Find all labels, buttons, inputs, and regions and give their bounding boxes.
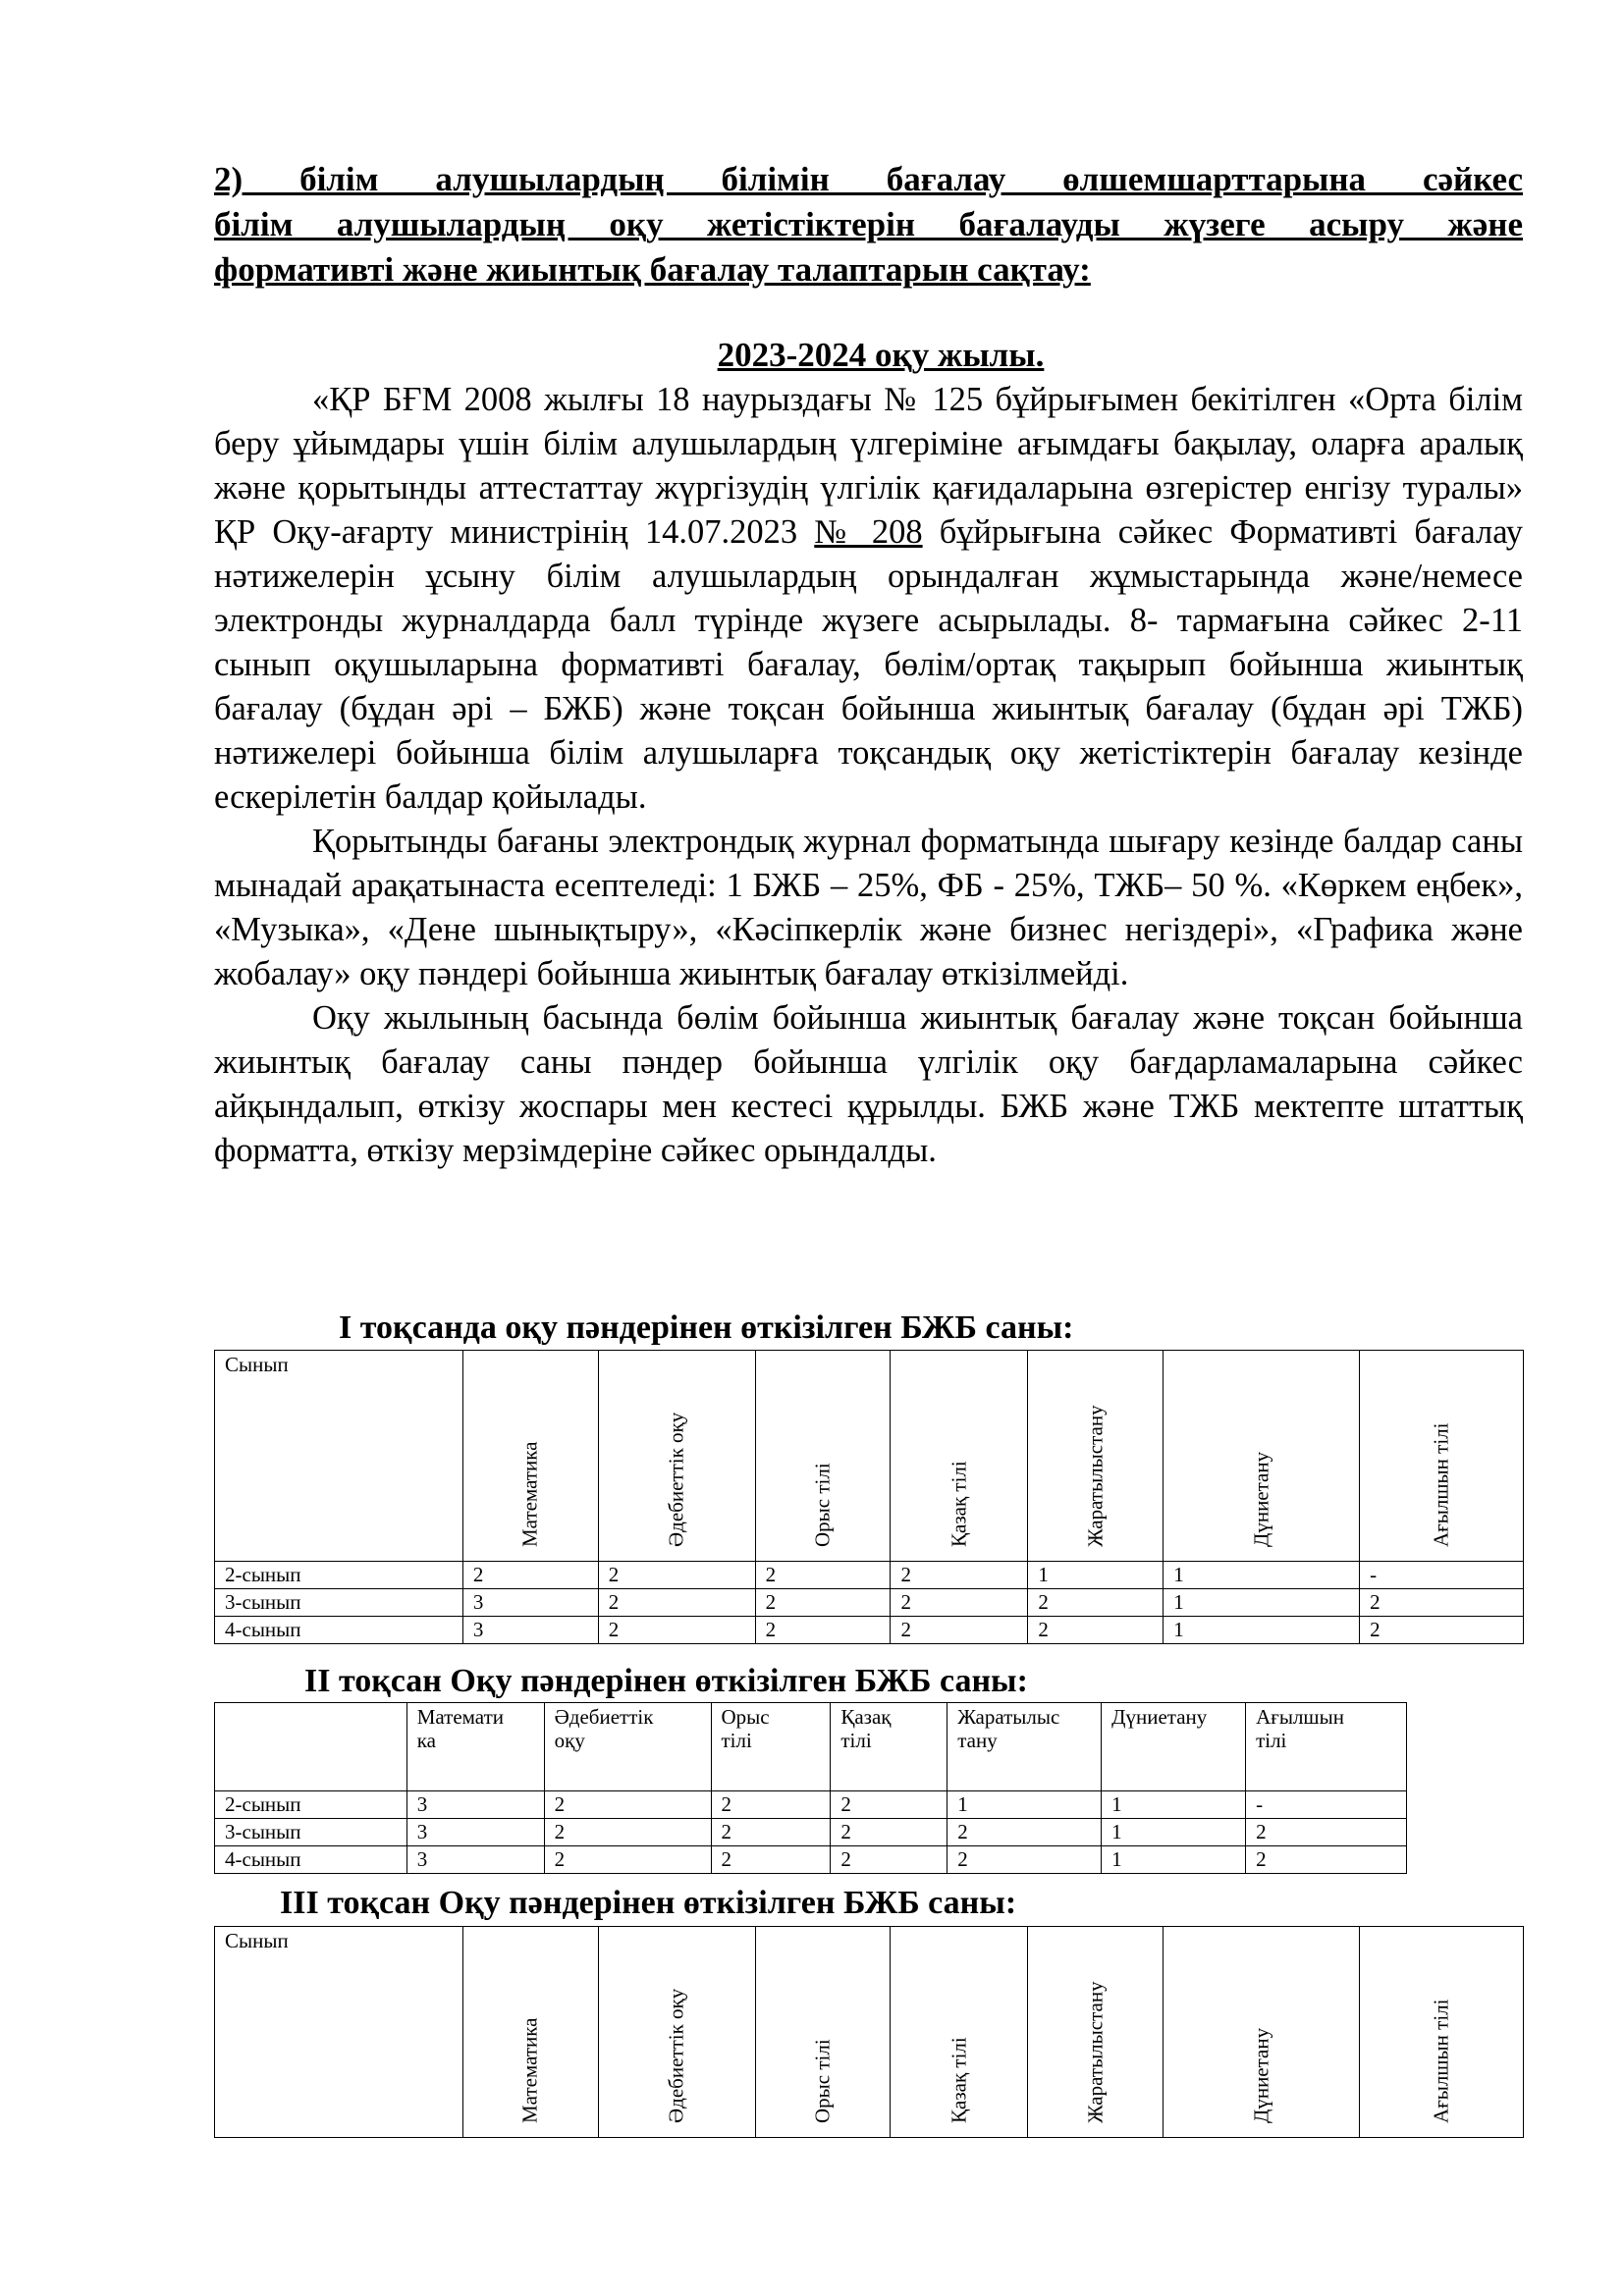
value-cell: 2 (947, 1819, 1102, 1846)
table-row (215, 1819, 1407, 1846)
value-cell: - (1246, 1791, 1407, 1819)
value-cell: 2 (462, 1562, 598, 1589)
value-cell: 2 (598, 1617, 755, 1644)
value-cell: 2 (711, 1846, 831, 1874)
heading-line: 2) білім алушылардың білімін бағалау өлшемшарттарына сәйкес (214, 160, 1523, 198)
value-cell: 2 (1028, 1589, 1164, 1617)
value-cell: 1 (1028, 1562, 1164, 1589)
value-cell: 2 (544, 1791, 711, 1819)
table-2-subject-header: Орыс тілі (711, 1703, 831, 1791)
value-cell: 1 (1164, 1589, 1360, 1617)
table-row (215, 1589, 1524, 1617)
order-link[interactable]: № 208 (814, 513, 923, 551)
table-2-header-row (215, 1703, 1407, 1791)
value-cell: 2 (598, 1589, 755, 1617)
value-cell: 2 (544, 1846, 711, 1874)
class-cell: 3-сынып (215, 1819, 407, 1846)
class-cell: 2-сынып (215, 1791, 407, 1819)
table-3-header-row (215, 1927, 1524, 2138)
value-cell: 2 (711, 1819, 831, 1846)
value-cell: 2 (1246, 1846, 1407, 1874)
table-row (215, 1617, 1524, 1644)
paragraph-3: Оқу жылының басында бөлім бойынша жиынтық бағалау және тоқсан бойынша жиынтық бағалау саны пәндер бойынша үлгілік оқу бағдарламаларына сәйкес айқындалып, өткізу жоспары мен кестесі құрылды. БЖБ және ТЖБ мектепте штаттық форматта, өткізу мерзімдеріне сәйкес орындалды. (214, 999, 1523, 1169)
table-2-corner (215, 1703, 407, 1791)
value-cell: 1 (1102, 1819, 1246, 1846)
table-3 (214, 1926, 1524, 2138)
table-3-title: ІІІ тоқсан Оқу пәндерінен өткізілген БЖБ саны: (280, 1885, 1017, 1921)
value-cell: 2 (831, 1846, 947, 1874)
value-cell: 3 (406, 1846, 544, 1874)
value-cell: 2 (831, 1791, 947, 1819)
class-cell: 4-сынып (215, 1617, 463, 1644)
table-2-subject-header: Жаратылыс тану (947, 1703, 1102, 1791)
table-row (215, 1791, 1407, 1819)
value-cell: 2 (755, 1589, 891, 1617)
value-cell: 2 (711, 1791, 831, 1819)
value-cell: 2 (755, 1562, 891, 1589)
value-cell: 2 (891, 1617, 1028, 1644)
value-cell: 1 (1102, 1846, 1246, 1874)
table-3-subject-header: Ағылшын тілі (1360, 1927, 1524, 2138)
table-1-subject-header: Ағылшын тілі (1360, 1351, 1524, 1562)
value-cell: 2 (598, 1562, 755, 1589)
paragraph-2: Қорытынды бағаны электрондық журнал форматында шығару кезінде балдар саны мынадай арақатынаста есептеледі: 1 БЖБ – 25%, ФБ - 25%, ТЖБ– 50 %. «Көркем еңбек», «Музыка», «Дене шынықтыру», «Кәсіпкерлік және бизнес негіздері», «Графика және жобалау» оқу пәндері бойынша жиынтық бағалау өткізілмейді. (214, 823, 1523, 992)
value-cell: 2 (1360, 1589, 1524, 1617)
value-cell: 3 (462, 1617, 598, 1644)
value-cell: 2 (831, 1819, 947, 1846)
table-1-subject-header: Математика (462, 1351, 598, 1562)
table-row (215, 1562, 1524, 1589)
table-2 (214, 1702, 1407, 1874)
academic-year: 2023-2024 оқу жылы. (717, 336, 1045, 374)
table-3-subject-header: Математика (462, 1927, 598, 2138)
table-1-subject-header: Қазақ тілі (891, 1351, 1028, 1562)
table-1-subject-header: Орыс тілі (755, 1351, 891, 1562)
table-1-title: І тоқсанда оқу пәндерінен өткізілген БЖБ саны: (339, 1309, 1074, 1346)
table-2-subject-header: Дүниетану (1102, 1703, 1246, 1791)
table-1-header-row (215, 1351, 1524, 1562)
value-cell: 2 (755, 1617, 891, 1644)
value-cell: 2 (1360, 1617, 1524, 1644)
value-cell: 2 (544, 1819, 711, 1846)
table-1-subject-header: Жаратылыстану (1028, 1351, 1164, 1562)
value-cell: 3 (406, 1791, 544, 1819)
table-2-subject-header: Қазақ тілі (831, 1703, 947, 1791)
table-3-subject-header: Дүниетану (1164, 1927, 1360, 2138)
table-3-subject-header: Әдебиеттік оқу (598, 1927, 755, 2138)
table-3-subject-header: Жаратылыстану (1028, 1927, 1164, 2138)
value-cell: 2 (891, 1589, 1028, 1617)
value-cell: 2 (891, 1562, 1028, 1589)
table-1 (214, 1350, 1524, 1644)
value-cell: 2 (947, 1846, 1102, 1874)
body-text (214, 378, 1523, 1173)
value-cell: 1 (947, 1791, 1102, 1819)
table-2-title: ІІ тоқсан Оқу пәндерінен өткізілген БЖБ саны: (304, 1663, 1028, 1699)
table-2-subject-header: Математи ка (406, 1703, 544, 1791)
value-cell: - (1360, 1562, 1524, 1589)
heading-line: білім алушылардың оқу жетістіктерін бағалауды жүзеге асыру және (214, 205, 1523, 243)
value-cell: 3 (462, 1589, 598, 1617)
table-1-subject-header: Дүниетану (1164, 1351, 1360, 1562)
paragraph-1-text: «ҚР БҒМ 2008 жылғы 18 наурыздағы № 125 бұйрығымен бекітілген «Орта білім беру ұйымдары үшін білім алушылардың үлгеріміне ағымдағы бақылау, оларға аралық және қорытынды аттестаттау жүргізудің үлгілік қағидаларына өзгерістер енгізу туралы» ҚР Оқу-ағарту министрінің 14.07.2023 (214, 381, 1523, 551)
value-cell: 2 (1246, 1819, 1407, 1846)
table-3-subject-header: Орыс тілі (755, 1927, 891, 2138)
value-cell: 3 (406, 1819, 544, 1846)
heading-line: формативті және жиынтық бағалау талаптарын сақтау: (214, 250, 1091, 289)
class-cell: 2-сынып (215, 1562, 463, 1589)
paragraph-1 (214, 378, 1523, 820)
value-cell: 1 (1164, 1562, 1360, 1589)
table-2-subject-header: Ағылшын тілі (1246, 1703, 1407, 1791)
value-cell: 1 (1164, 1617, 1360, 1644)
class-cell: 4-сынып (215, 1846, 407, 1874)
value-cell: 1 (1102, 1791, 1246, 1819)
table-2-subject-header: Әдебиеттік оқу (544, 1703, 711, 1791)
value-cell: 2 (1028, 1617, 1164, 1644)
class-cell: 3-сынып (215, 1589, 463, 1617)
table-row (215, 1846, 1407, 1874)
section-heading (214, 157, 1523, 293)
table-3-subject-header: Қазақ тілі (891, 1927, 1028, 2138)
paragraph-1-text-cont: бұйрығына сәйкес Формативті бағалау нәтижелерін ұсыну білім алушылардың орындалған жұмыстарында және/немесе электронды журналдарда балл түрінде жүзеге асырылады. 8- тармағына сәйкес 2-11 сынып оқушыларына формативті бағалау, бөлім/ортақ тақырып бойынша жиынтық бағалау (бұдан әрі – БЖБ) және тоқсан бойынша жиынтық бағалау (бұдан әрі ТЖБ) нәтижелері бойынша білім алушыларға тоқсандық оқу жетістіктерін бағалау кезінде ескерілетін балдар қойылады. (214, 513, 1524, 816)
table-1-corner: Сынып (215, 1351, 463, 1562)
table-3-corner: Сынып (215, 1927, 463, 2138)
table-1-subject-header: Әдебиеттік оқу (598, 1351, 755, 1562)
